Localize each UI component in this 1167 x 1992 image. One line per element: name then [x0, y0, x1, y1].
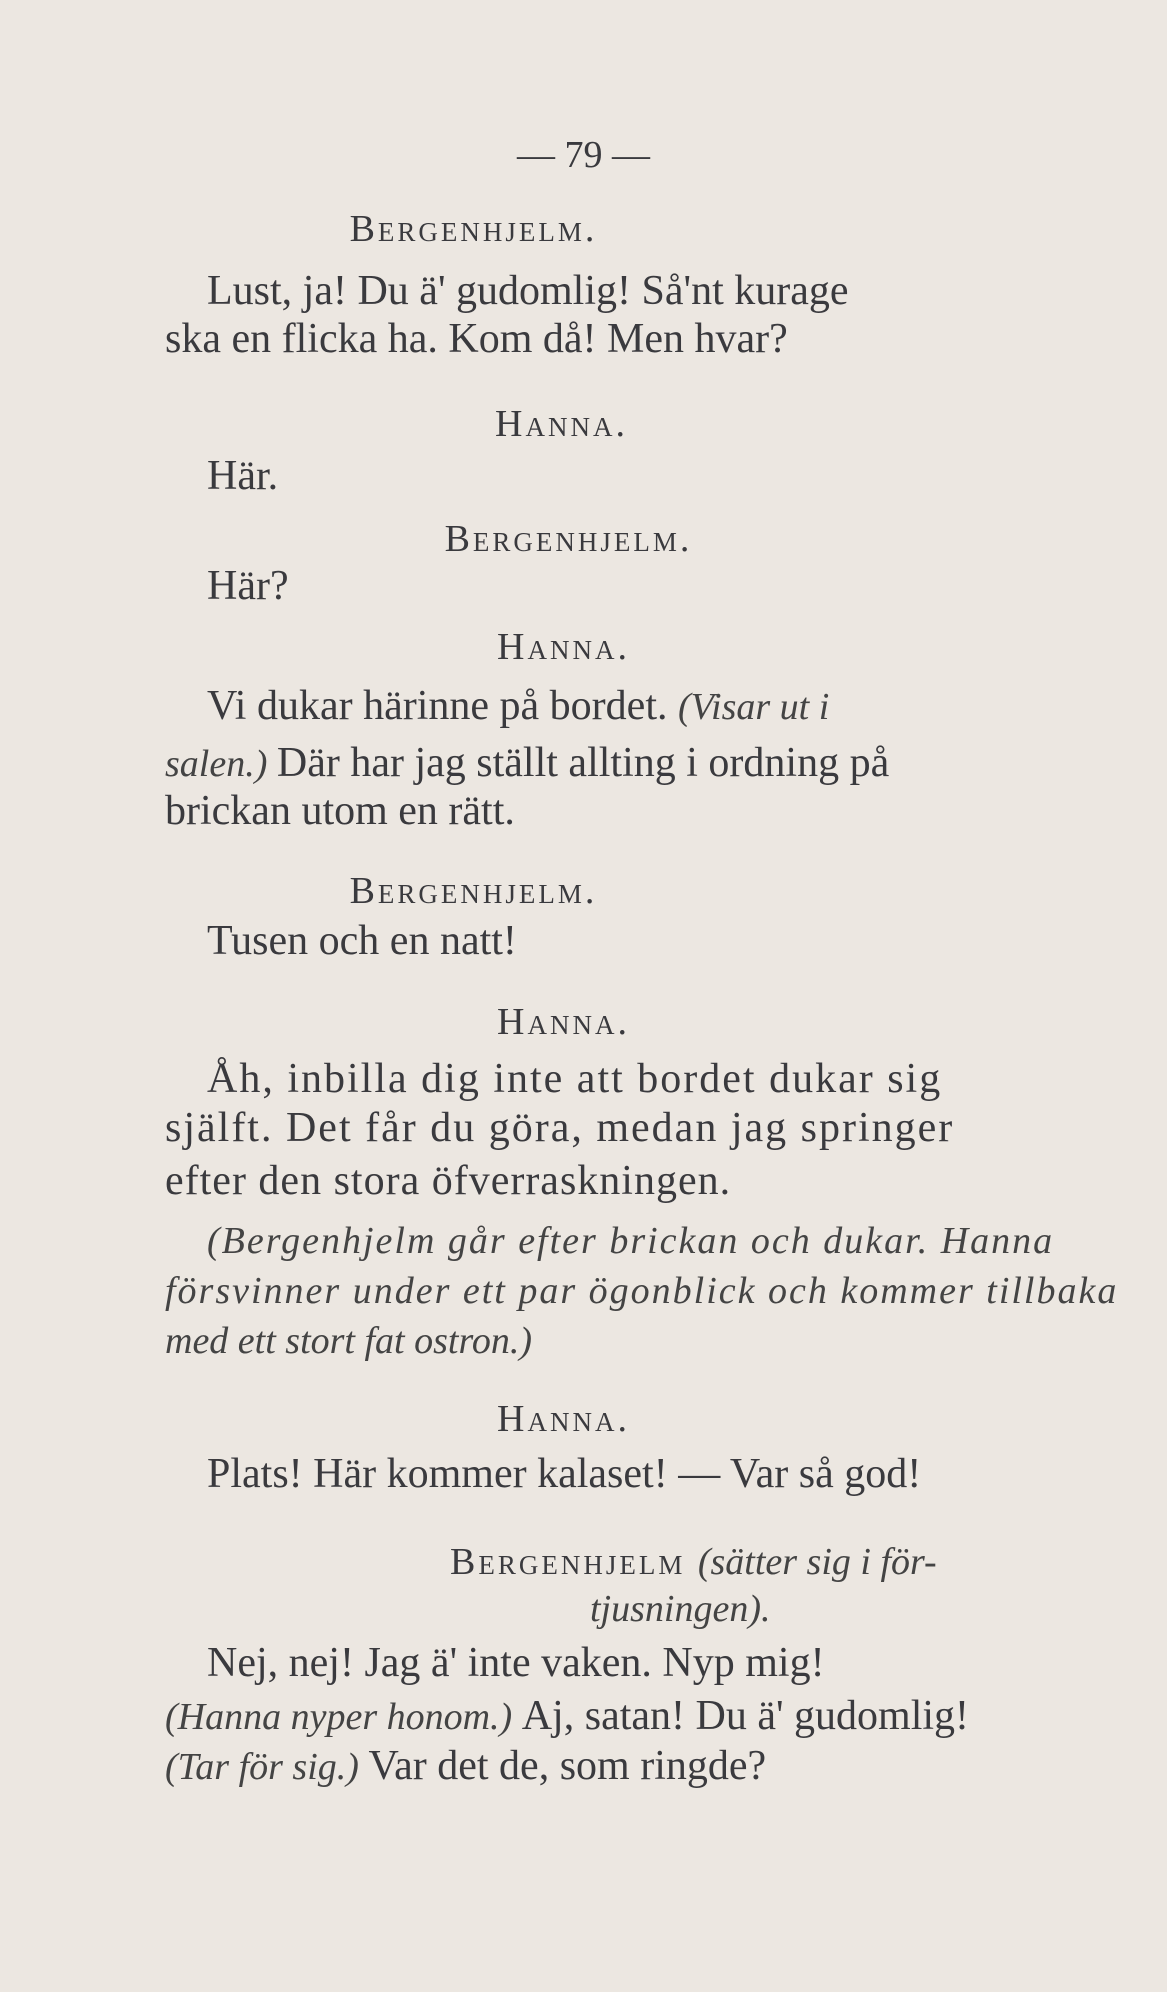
dialogue-text: Lust, ja! Du ä' gudomlig! Så'nt kurage [207, 268, 849, 314]
stage-direction: (Tar för sig.) [165, 1746, 369, 1788]
dialogue-line: Plats! Här kommer kalaset! — Var så god! [207, 1451, 922, 1497]
dialogue-line: brickan utom en rätt. [165, 788, 515, 834]
speaker-heading: Hanna. [497, 1398, 630, 1440]
dialogue-line: Här. [207, 453, 279, 499]
dialogue-line [207, 270, 1052, 312]
dialogue-text: Aj, satan! Du ä' gudomlig! [521, 1693, 970, 1739]
dialogue-line [165, 1745, 766, 1787]
speaker-heading: Bergenhjelm. [349, 870, 598, 912]
dialogue-line [165, 1695, 969, 1737]
dialogue-line: efter den stora öfverraskningen. [165, 1158, 732, 1204]
stage-direction: (Bergenhjelm går efter brickan och dukar. Hanna [207, 1220, 1055, 1262]
speaker-heading-line [450, 1540, 937, 1582]
dialogue-line: Här? [207, 563, 289, 609]
speaker-heading: Hanna. [497, 626, 630, 668]
speaker-heading: Hanna. [497, 1001, 630, 1043]
dialogue-text: Var det de, som ringde? [368, 1743, 767, 1789]
speaker-heading: Bergenhjelm [450, 1541, 698, 1583]
dialogue-text: Vi dukar härinne på bordet. [207, 683, 678, 729]
dialogue-line [207, 685, 829, 727]
stage-direction: med ett stort fat ostron.) [165, 1320, 532, 1362]
stage-direction: försvinner under ett par ögonblick och kommer tillbaka [165, 1270, 1119, 1312]
page-number: — 79 — [517, 134, 650, 176]
dialogue-line [165, 742, 889, 784]
speaker-heading: Hanna. [495, 403, 628, 445]
dialogue-line: själft. Det får du göra, medan jag springer [165, 1105, 955, 1151]
dialogue-line: Åh, inbilla dig inte att bordet dukar sig [207, 1056, 943, 1102]
stage-direction: (Visar ut i [677, 686, 830, 728]
dialogue-line: Nej, nej! Jag ä' inte vaken. Nyp mig! [207, 1640, 825, 1686]
dialogue-line: ska en flicka ha. Kom då! Men hvar? [165, 316, 788, 362]
stage-direction: (sätter sig i för- [697, 1541, 937, 1583]
speaker-heading: Bergenhjelm. [349, 208, 598, 250]
dialogue-line: Tusen och en natt! [207, 918, 517, 964]
stage-direction: tjusningen). [590, 1588, 771, 1630]
speaker-heading: Bergenhjelm. [444, 518, 693, 560]
stage-direction: (Hanna nyper honom.) [165, 1696, 522, 1738]
dialogue-text: Där har jag ställt allting i ordning på [276, 740, 890, 786]
stage-direction: salen.) [165, 743, 277, 785]
